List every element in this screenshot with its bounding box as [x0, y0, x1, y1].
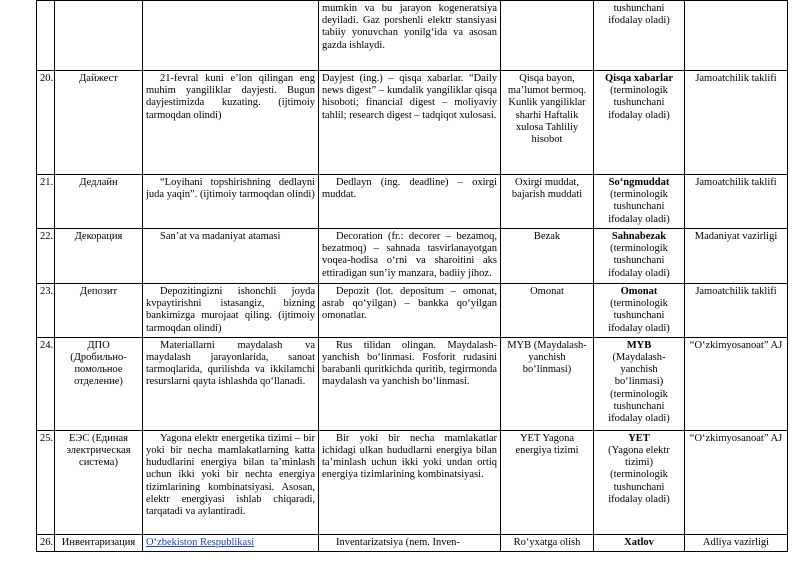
table-row	[37, 175, 788, 229]
proposer: Adliya vazirligi	[685, 534, 788, 551]
row-number: 26.	[37, 534, 55, 551]
proposed-term-main: Omonat	[620, 286, 658, 297]
alternatives: Omonat	[501, 284, 594, 338]
definition: Dayjest (ing.) – qisqa xabarlar. “Daily news digest” – kundalik yangiliklar qisqa hisoboti; financial digest – moliyaviy tahlil; research digest – tadqiqot xulosasi.	[319, 71, 501, 175]
row-number: 21.	[37, 175, 55, 229]
usage-example: San’at va madaniyat atamasi	[143, 229, 319, 284]
alternatives: YET Yagona energiya tizimi	[501, 430, 594, 534]
table-row	[37, 1, 788, 71]
row-number: 23.	[37, 284, 55, 338]
table-row	[37, 337, 788, 430]
table-row	[37, 534, 788, 551]
proposed-term-note: tushunchani ifodalay oladi)	[608, 3, 670, 27]
alternatives: Ro‘yxatga olish	[501, 534, 594, 551]
proposed-term-main: Qisqa xabarlar	[605, 73, 673, 84]
russian-term: Депозит	[55, 284, 143, 338]
usage-example: Yagona elektr energetika tizimi – bir yoki bir necha mamlakatlarning katta hududlarini energiya bilan ta’minlash uchun ikki yoki bir nechta energiya tizimlarining kombinatsiyasi. Asosan, elektr energiyasi ishlab chiqaradi, tarqatadi va aylantiradi.	[143, 430, 319, 534]
proposed-term	[594, 229, 685, 284]
usage-example	[143, 1, 319, 71]
russian-term: ЕЭС (Единая электрическая система)	[55, 430, 143, 534]
russian-term: Дайжест	[55, 71, 143, 175]
usage-example: “Loyihani topshirishning dedlayni juda yaqin”. (ijtimoiy tarmoqdan olindi)	[143, 175, 319, 229]
table-row	[37, 71, 788, 175]
usage-example: 21-fevral kuni e’lon qilingan eng muhim yangiliklar dayjesti. Bugun dayjestimizda kuzating. (ijtimoiy tarmoqdan olindi)	[143, 71, 319, 175]
proposed-term-main: So‘ngmuddat	[608, 177, 670, 188]
proposed-term	[594, 534, 685, 551]
usage-example: Materiallarni maydalash va maydalash jarayonlarida, sanoat tarmoqlarida, qurilishda va ikkilamchi resurslarni qayta ishlashda qo‘llanadi.	[143, 337, 319, 430]
proposed-term	[594, 175, 685, 229]
row-number: 20.	[37, 71, 55, 175]
proposed-term-note: (terminologik tushunchani ifodalay oladi)	[608, 189, 670, 225]
table-row	[37, 284, 788, 338]
row-number	[37, 1, 55, 71]
proposer: “O‘zkimyosanoat” AJ	[685, 337, 788, 430]
alternatives	[501, 1, 594, 71]
proposed-term-main: MYB	[626, 339, 652, 351]
proposed-term-main: YET	[628, 432, 650, 444]
definition: Depozit (lot. depositum – omonat, asrab qo‘yilgan) – bankka qo‘yilgan omonatlar.	[319, 284, 501, 338]
row-number: 25.	[37, 430, 55, 534]
definition: Dedlayn (ing. deadline) – oxirgi muddat.	[319, 175, 501, 229]
proposed-term-main: Xatlov	[624, 536, 654, 548]
proposed-term-note: (Yagona elektr tizimi) (terminologik tushunchani ifodalay oladi)	[608, 445, 670, 505]
row-number: 24.	[37, 337, 55, 430]
russian-term: Дедлайн	[55, 175, 143, 229]
proposed-term-main: Sahnabezak	[611, 231, 667, 242]
russian-term: ДПО (Дробильно-помольное отделение)	[55, 337, 143, 430]
definition: mumkin va bu jarayon kogeneratsiya deyiladi. Gaz porshenli elektr stansiyasi tabiiy yonuvchan yonilg‘ida va asosan gazda ishlaydi.	[319, 1, 501, 71]
proposed-term-note: (terminologik tushunchani ifodalay oladi)	[608, 298, 670, 334]
proposed-term	[594, 1, 685, 71]
proposed-term-note: (Maydalash-yanchish bo‘linmasi) (terminologik tushunchani ifodalay oladi)	[608, 352, 670, 425]
proposed-term-note: (terminologik tushunchani ifodalay oladi)	[608, 85, 670, 121]
alternatives: MYB (Maydalash-yanchish bo‘linmasi)	[501, 337, 594, 430]
proposer: Jamoatchilik taklifi	[685, 175, 788, 229]
proposer: “O‘zkimyosanoat” AJ	[685, 430, 788, 534]
usage-example: Depozitingizni ishonchli joyda kvpaytirishni istasangiz, bizning bankimizga murojaat qiling. (ijtimoiy tarmoqdan olindi)	[143, 284, 319, 338]
russian-term	[55, 1, 143, 71]
alternatives: Qisqa bayon, ma’lumot bermoq. Kunlik yangiliklar sharhi Haftalik xulosa Tahliliy hisobot	[501, 71, 594, 175]
proposer: Jamoatchilik taklifi	[685, 71, 788, 175]
russian-term: Инвентаризация	[55, 534, 143, 551]
proposer	[685, 1, 788, 71]
proposed-term	[594, 71, 685, 175]
alternatives: Oxirgi muddat, bajarish muddati	[501, 175, 594, 229]
terms-table	[36, 0, 788, 552]
usage-example-link[interactable]: O‘zbekiston Respublikasi	[146, 536, 255, 548]
proposed-term	[594, 337, 685, 430]
definition: Inventarizatsiya (nem. Inven-	[319, 534, 501, 551]
proposed-term-note: (terminologik tushunchani ifodalay oladi)	[608, 243, 670, 279]
table-row	[37, 229, 788, 284]
definition: Decoration (fr.: decorer – bezamoq, bezatmoq) – sahnada tasvirlanayotgan voqea-hodisa o‘rni va sharoitini aks ettiradigan sun’iy manzara, badiiy jihoz.	[319, 229, 501, 284]
usage-example	[143, 534, 319, 551]
proposer: Madaniyat vazirligi	[685, 229, 788, 284]
proposed-term	[594, 430, 685, 534]
alternatives: Bezak	[501, 229, 594, 284]
table-row	[37, 430, 788, 534]
proposed-term	[594, 284, 685, 338]
russian-term: Декорация	[55, 229, 143, 284]
row-number: 22.	[37, 229, 55, 284]
definition: Bir yoki bir necha mamlakatlar ichidagi ulkan hududlarni energiya bilan ta’minlash uchun ikki yoki undan ortiq energiya tizimlarining kombinatsiyasi.	[319, 430, 501, 534]
definition: Rus tilidan olingan. Maydalash-yanchish bo‘linmasi. Fosforit rudasini barabanli quritkichda quritib, tegirmonda maydalash va yanchish bo‘linmasi.	[319, 337, 501, 430]
proposer: Jamoatchilik taklifi	[685, 284, 788, 338]
